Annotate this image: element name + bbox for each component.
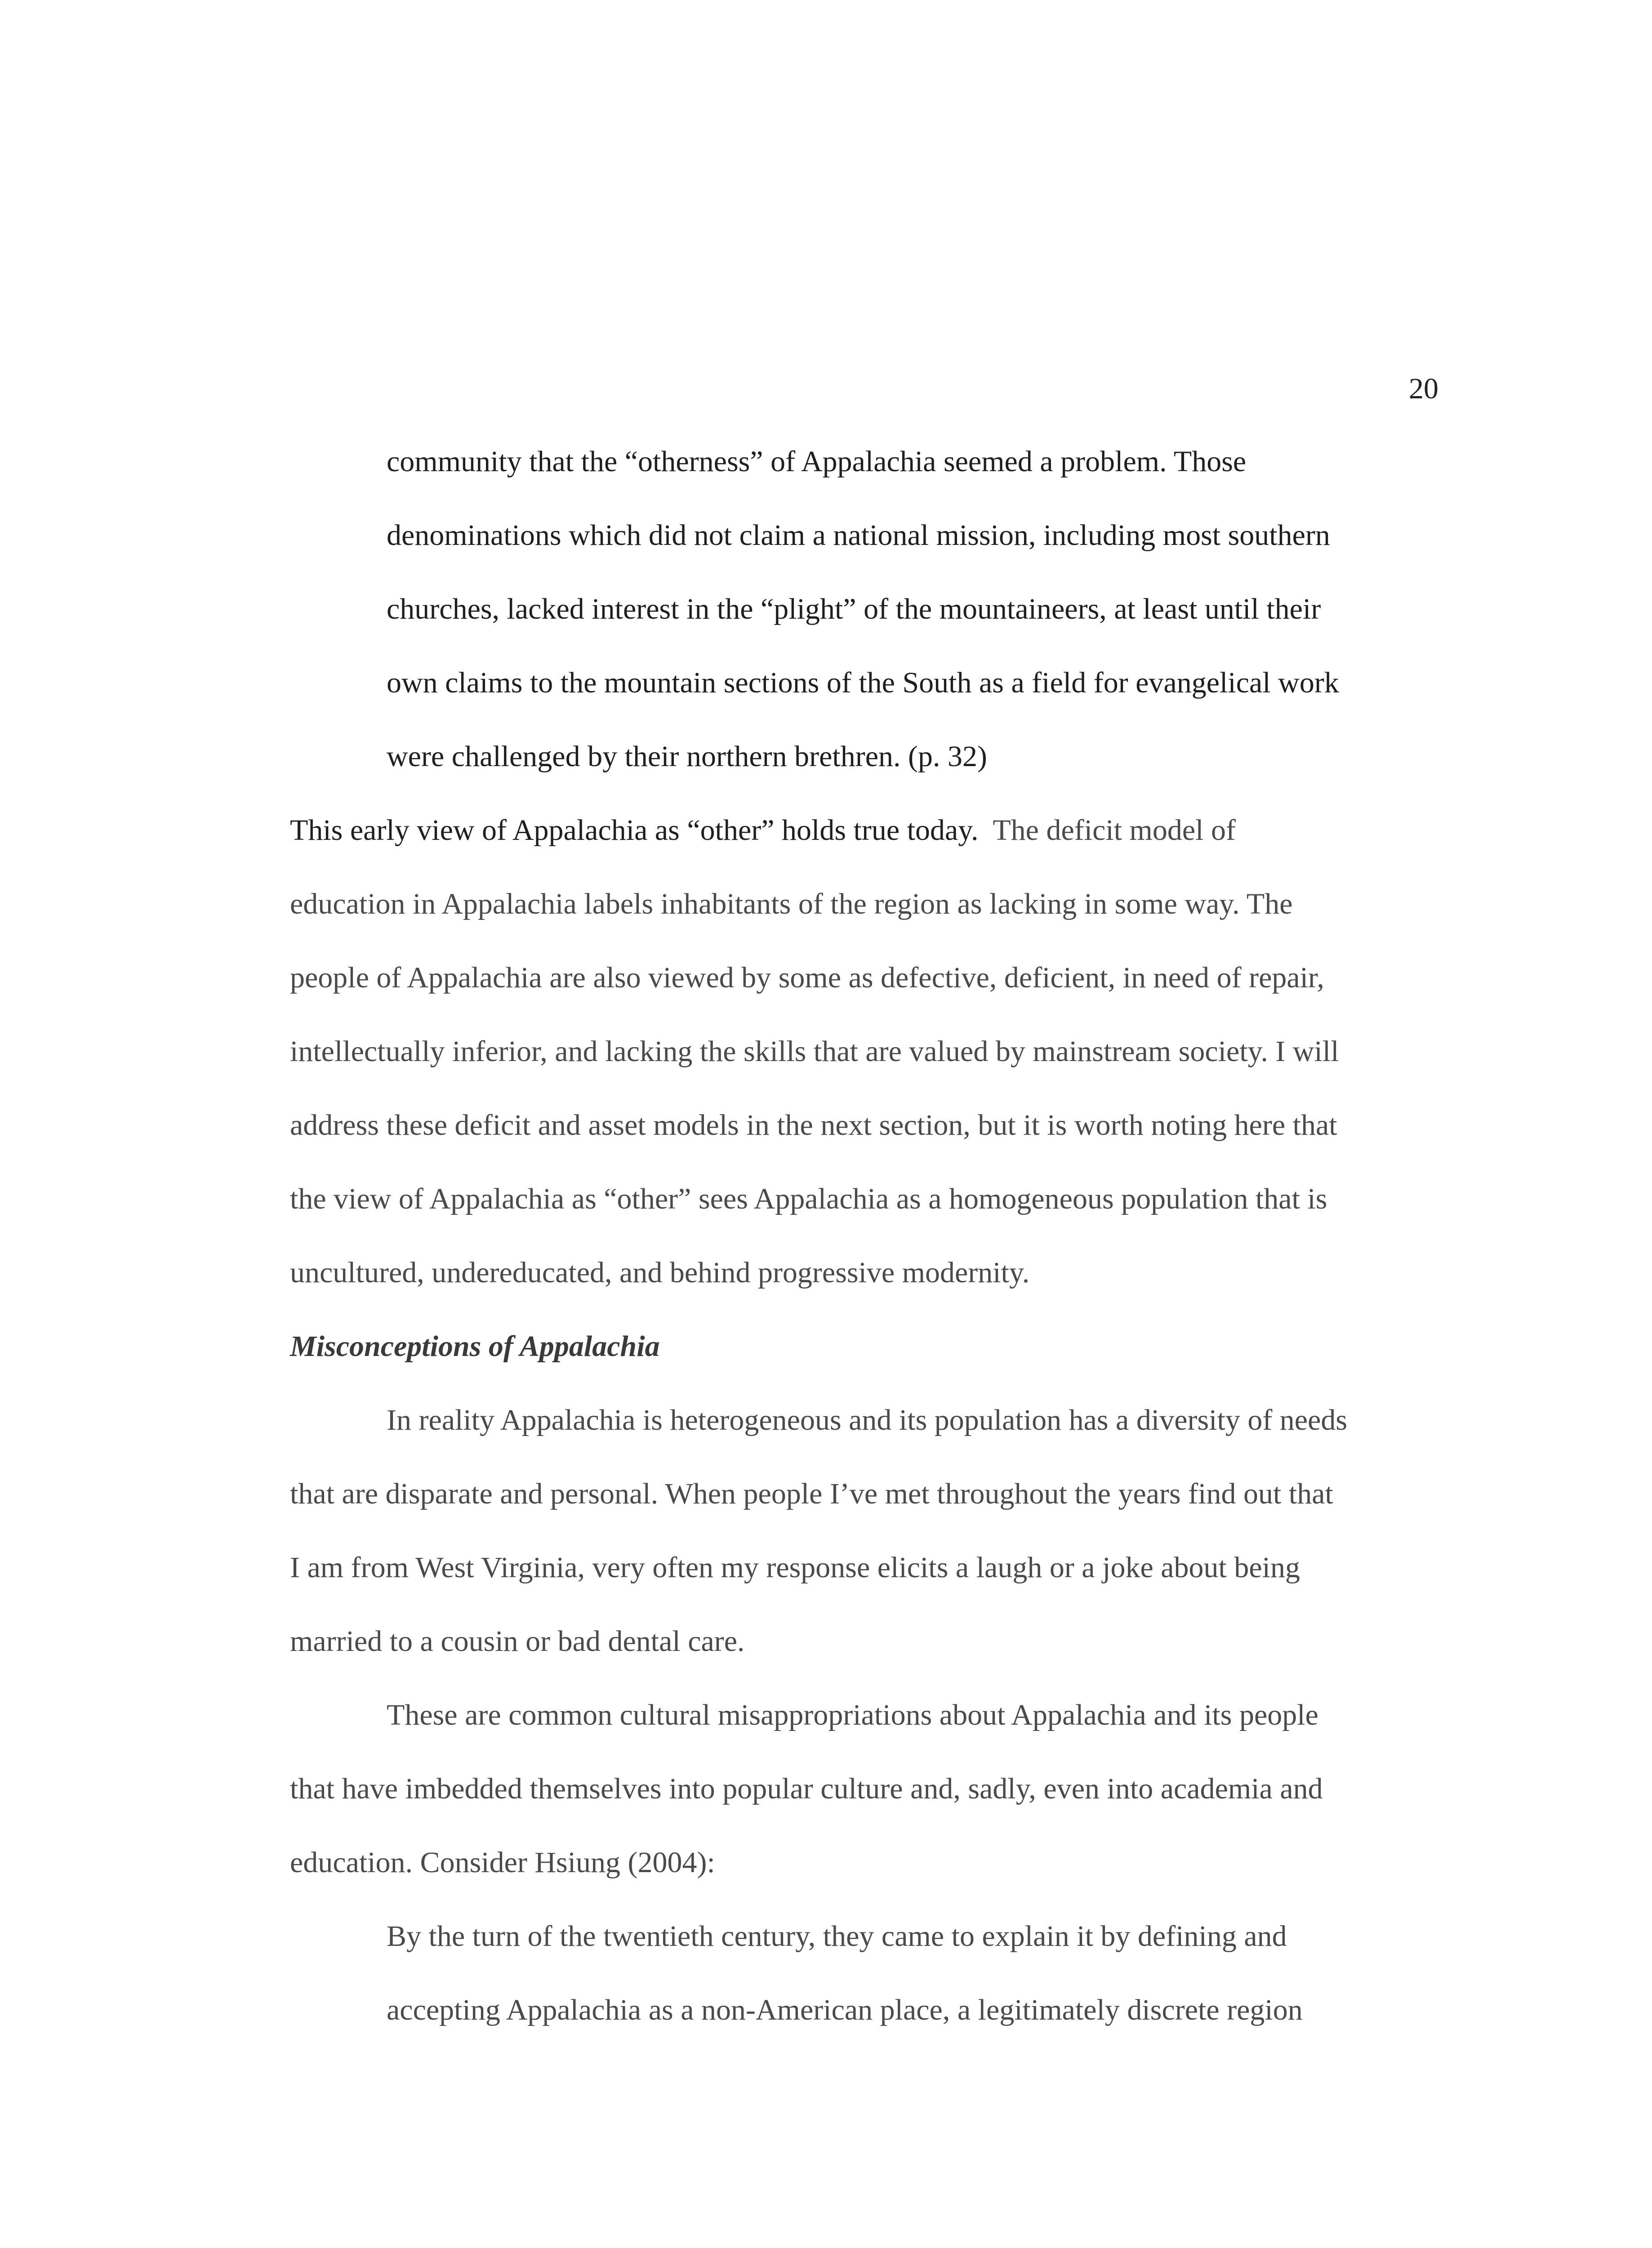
quote-line: own claims to the mountain sections of the South as a field for evangelical work: [387, 666, 1339, 699]
paragraph-line: that are disparate and personal. When people I’ve met throughout the years find out that: [290, 1477, 1333, 1510]
paragraph-line: that have imbedded themselves into popular culture and, sadly, even into academia and: [290, 1772, 1323, 1805]
paragraph-line: intellectually inferior, and lacking the skills that are valued by mainstream society. I will: [290, 1035, 1339, 1068]
quote-line: denominations which did not claim a national mission, including most southern: [387, 519, 1330, 552]
paragraph-line: In reality Appalachia is heterogeneous and its population has a diversity of needs: [387, 1404, 1348, 1436]
quote-line: By the turn of the twentieth century, they came to explain it by defining and: [387, 1920, 1287, 1953]
paragraph-line-lead: This early view of Appalachia as “other” holds true today.: [290, 814, 979, 847]
page-number: 20: [1409, 372, 1438, 405]
paragraph-line: education. Consider Hsiung (2004):: [290, 1846, 715, 1879]
quote-line: community that the “otherness” of Appalachia seemed a problem. Those: [387, 445, 1247, 478]
paragraph-line: married to a cousin or bad dental care.: [290, 1625, 745, 1658]
paragraph-line: the view of Appalachia as “other” sees Appalachia as a homogeneous population that is: [290, 1182, 1327, 1215]
paragraph-line: address these deficit and asset models in the next section, but it is worth noting here that: [290, 1109, 1337, 1142]
quote-line: churches, lacked interest in the “plight” of the mountaineers, at least until their: [387, 593, 1321, 625]
paragraph-line: [290, 808, 1236, 853]
quote-line: were challenged by their northern brethren. (p. 32): [387, 740, 987, 773]
paragraph-line: people of Appalachia are also viewed by some as defective, deficient, in need of repair,: [290, 961, 1324, 994]
paragraph-line: uncultured, undereducated, and behind progressive modernity.: [290, 1256, 1030, 1289]
quote-line: accepting Appalachia as a non-American place, a legitimately discrete region: [387, 1994, 1303, 2026]
paragraph-line-rest: The deficit model of: [978, 814, 1236, 847]
paragraph-line: education in Appalachia labels inhabitants of the region as lacking in some way. The: [290, 888, 1293, 920]
paragraph-line: These are common cultural misappropriations about Appalachia and its people: [387, 1699, 1318, 1731]
section-heading: Misconceptions of Appalachia: [290, 1330, 660, 1363]
paragraph-line: I am from West Virginia, very often my response elicits a laugh or a joke about being: [290, 1551, 1300, 1584]
